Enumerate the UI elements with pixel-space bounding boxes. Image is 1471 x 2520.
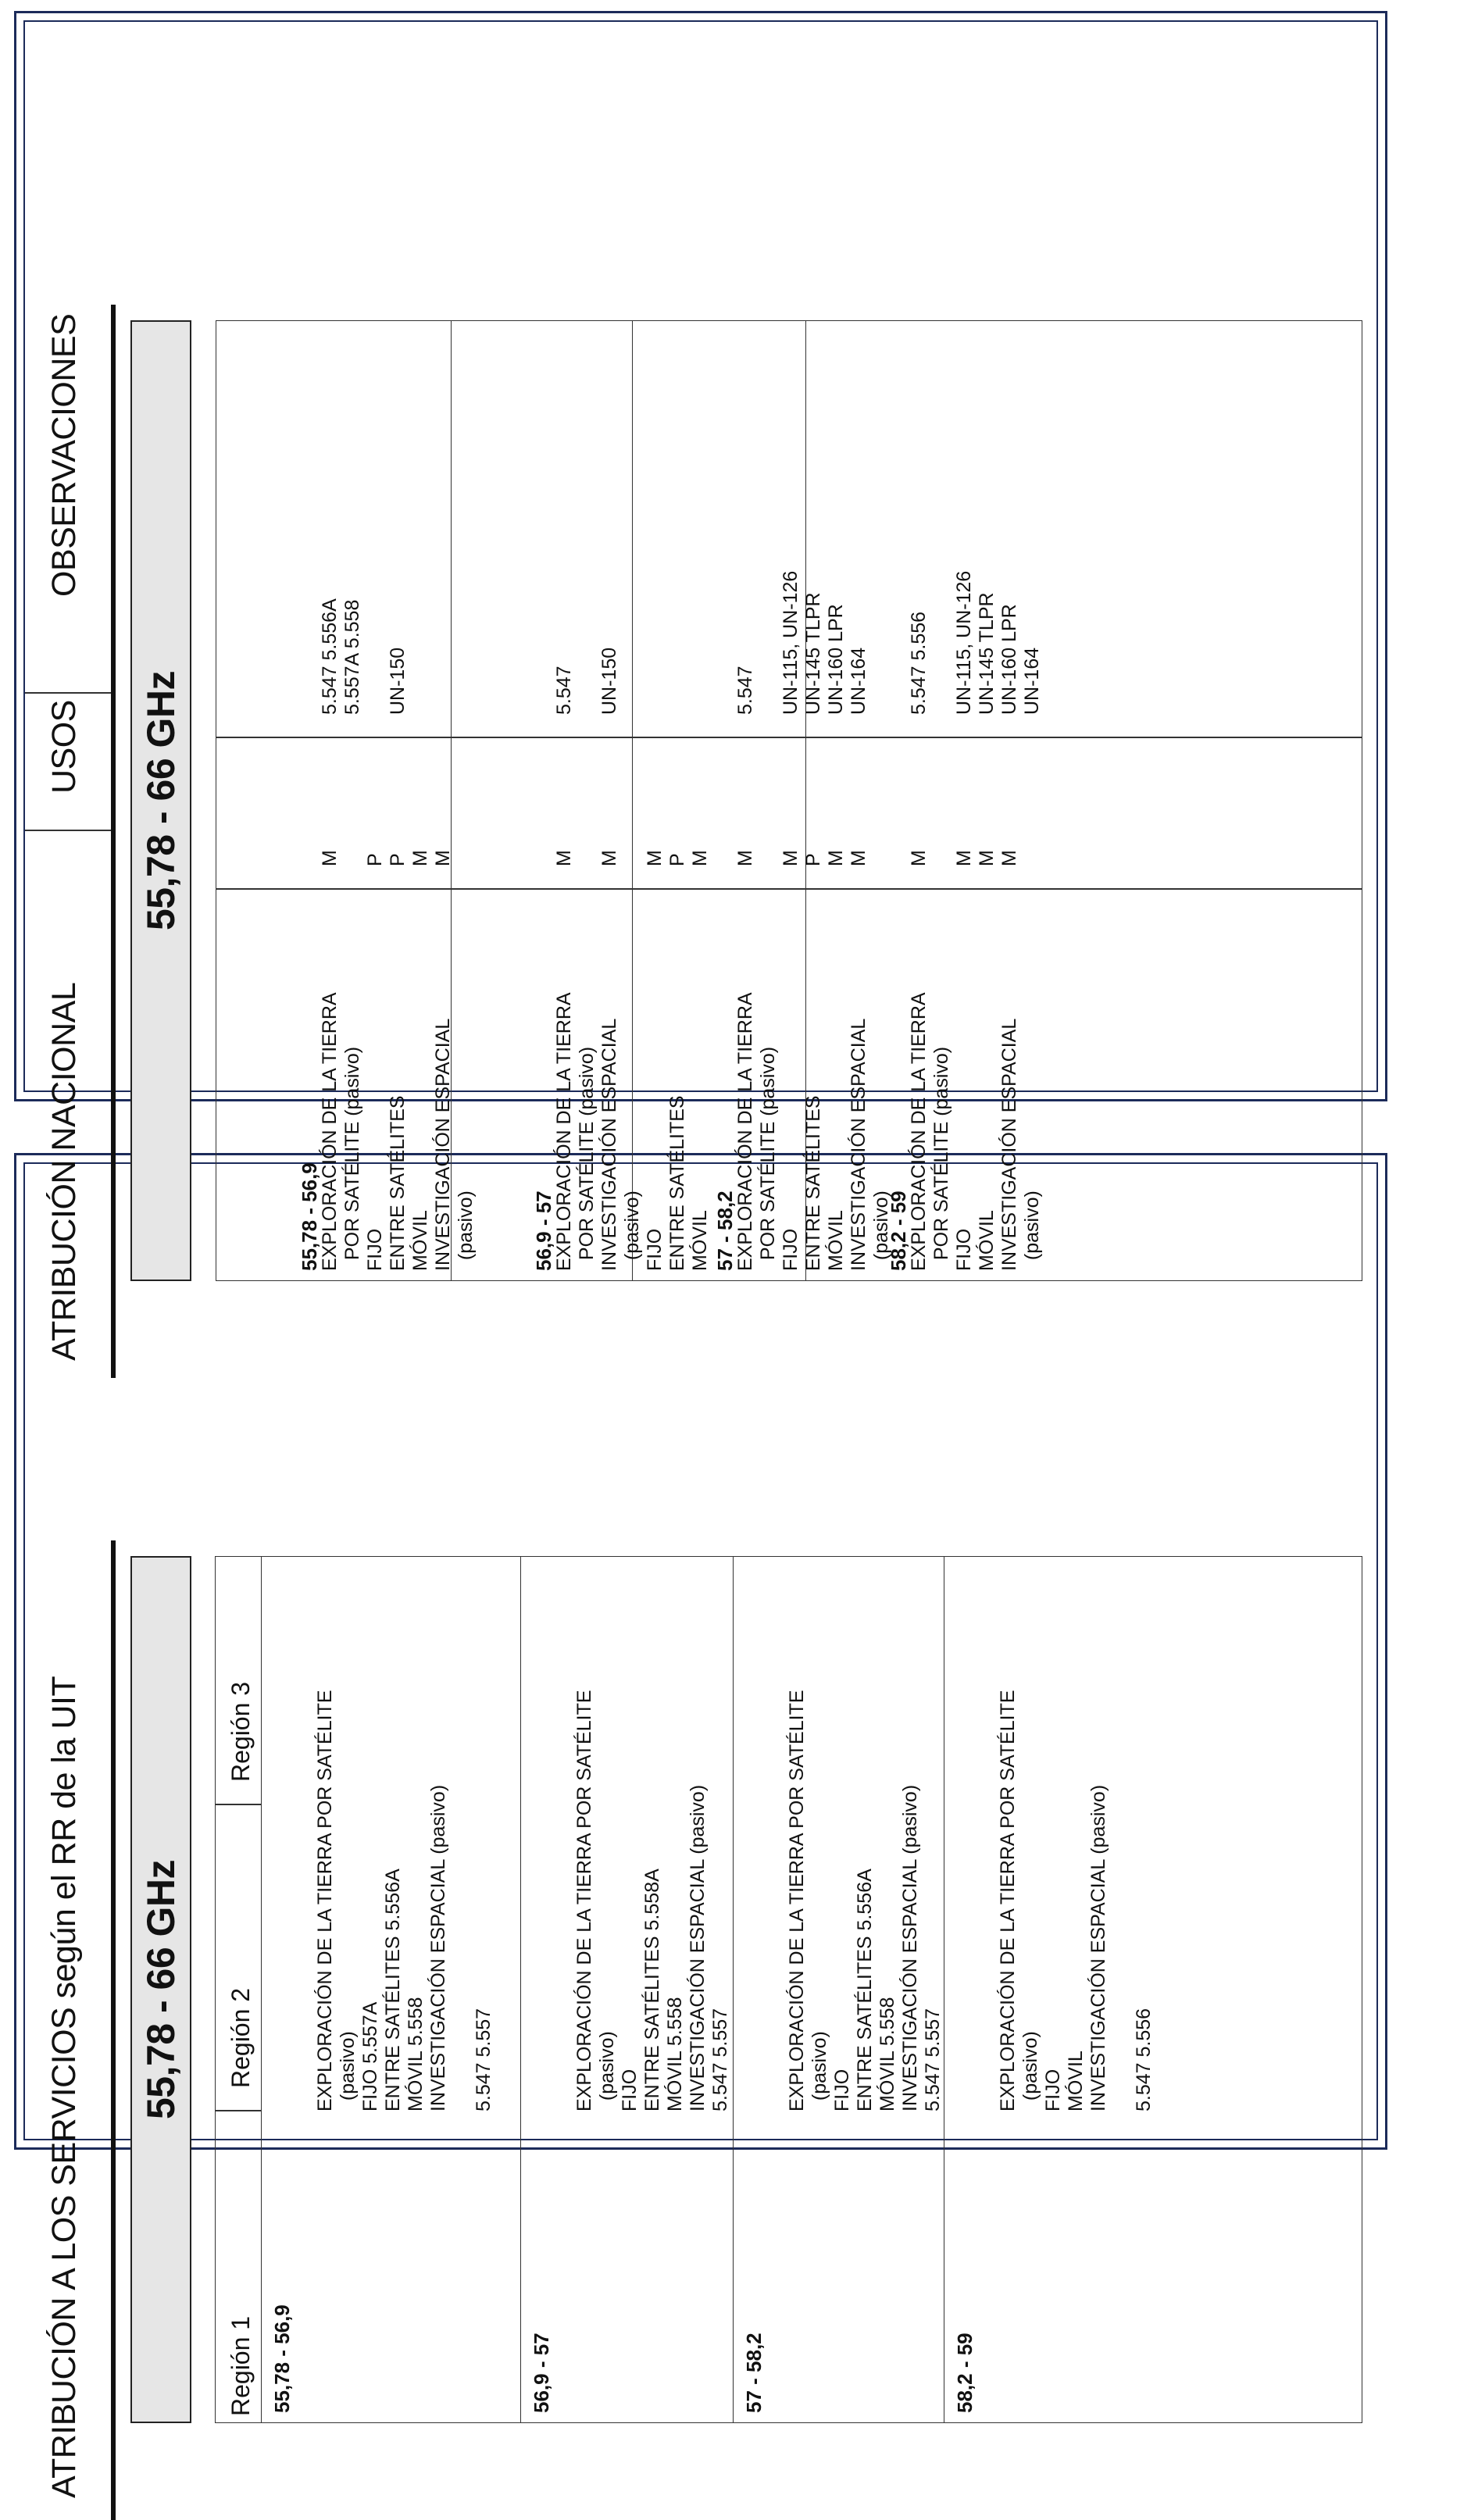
itu-service-line: FIJO — [619, 2068, 641, 2111]
national-service-line: (pasivo) — [455, 1190, 477, 1271]
itu-service-line: MÓVIL 5.558 — [664, 1997, 686, 2111]
national-service-line: ENTRE SATÉLITES — [387, 1095, 409, 1271]
observation-note: UN-115, UN-126 — [953, 570, 975, 715]
region-3-header: Región 3 — [227, 1681, 255, 1782]
use-code: M — [780, 850, 802, 866]
itu-service-line: (pasivo) — [809, 2031, 830, 2111]
observation-note: UN-145 TLPR — [802, 592, 824, 715]
national-service-line: POR SATÉLITE (pasivo) — [930, 1046, 952, 1271]
itu-service-line — [450, 1690, 473, 2111]
use-code — [341, 850, 364, 866]
itu-service-line: INVESTIGACIÓN ESPACIAL (pasivo) — [1087, 1784, 1109, 2111]
itu-service-line: EXPLORACIÓN DE LA TIERRA POR SATÉLITE — [786, 1690, 808, 2111]
observaciones-title: OBSERVACIONES — [45, 313, 83, 597]
national-band-row — [805, 321, 1043, 1280]
use-code: P — [387, 853, 409, 866]
national-title: ATRIBUCIÓN NACIONAL — [45, 982, 83, 1361]
use-code: M — [998, 850, 1020, 866]
itu-band-range: 58,2 - 59 — [953, 2333, 977, 2413]
national-service-line: MÓVIL — [976, 1210, 998, 1271]
header-divider — [216, 1804, 261, 1806]
itu-band-range: 57 - 58,2 — [742, 2333, 766, 2413]
itu-band-range: 55,78 - 56,9 — [270, 2304, 294, 2413]
national-observations-list — [908, 571, 1044, 715]
itu-band-row — [520, 1557, 734, 2422]
observation-note: 5.547 5.556 — [908, 611, 930, 715]
itu-title: ATRIBUCIÓN A LOS SERVICIOS según el RR de la UIT — [45, 1676, 83, 2498]
observation-note: UN-160 LPR — [998, 604, 1020, 715]
national-band-row — [451, 321, 711, 1280]
itu-service-line: ENTRE SATÉLITES 5.558A — [641, 1869, 663, 2111]
observation-note — [576, 648, 598, 715]
observation-note: UN-164 — [1021, 647, 1043, 715]
itu-service-line: INVESTIGACIÓN ESPACIAL (pasivo) — [427, 1784, 449, 2111]
observation-note — [930, 571, 953, 715]
itu-service-line: MÓVIL 5.558 — [405, 1997, 427, 2111]
header-divider — [216, 2111, 261, 2112]
national-service-line: EXPLORACIÓN DE LA TIERRA — [319, 992, 341, 1271]
itu-service-line: 5.547 5.557 — [709, 2008, 731, 2111]
itu-services-list — [997, 1690, 1155, 2111]
itu-service-line: (pasivo) — [596, 2031, 618, 2111]
national-band-row — [216, 321, 477, 1280]
itu-service-line: (pasivo) — [1019, 2031, 1041, 2111]
national-service-line: (pasivo) — [621, 1190, 643, 1271]
national-service-line: FIJO — [644, 1228, 666, 1271]
use-code: M — [432, 850, 454, 866]
national-service-line: ENTRE SATÉLITES — [666, 1095, 688, 1271]
observation-note: 5.547 5.556A — [319, 598, 341, 715]
national-band-title: 55,78 - 66 GHz — [130, 320, 191, 1281]
use-code: M — [644, 850, 666, 866]
itu-table — [215, 1556, 1362, 2423]
observation-note: 5.547 — [553, 666, 575, 715]
observation-note: UN-115, UN-126 — [780, 570, 802, 715]
national-service-line: INVESTIGACIÓN ESPACIAL — [848, 1018, 869, 1271]
national-allocation-panel — [14, 11, 1387, 1361]
itu-band-row — [261, 1557, 521, 2422]
use-code: P — [666, 853, 688, 866]
national-service-line: EXPLORACIÓN DE LA TIERRA — [553, 992, 575, 1271]
itu-band-row — [733, 1557, 944, 2422]
national-service-line: EXPLORACIÓN DE LA TIERRA — [908, 992, 930, 1271]
use-code: M — [976, 850, 998, 866]
use-code: M — [734, 850, 756, 866]
use-code — [930, 850, 953, 866]
national-service-line: POR SATÉLITE (pasivo) — [341, 1046, 363, 1271]
national-band-range: 55,78 - 56,9 — [298, 1162, 321, 1271]
national-service-line: (pasivo) — [1021, 1190, 1043, 1271]
observation-note: UN-164 — [848, 647, 869, 715]
observation-note: UN-160 LPR — [825, 604, 847, 715]
itu-band-range: 56,9 - 57 — [530, 2333, 553, 2413]
title-divider — [25, 693, 111, 694]
use-code: M — [825, 850, 847, 866]
national-service-line: FIJO — [780, 1228, 802, 1271]
itu-service-line: FIJO — [1042, 2068, 1064, 2111]
itu-service-line: INVESTIGACIÓN ESPACIAL (pasivo) — [899, 1784, 921, 2111]
use-code: M — [908, 850, 930, 866]
itu-service-line: MÓVIL — [1065, 2051, 1087, 2111]
itu-band-row — [944, 1557, 1183, 2422]
region-1-header: Región 1 — [227, 2315, 255, 2416]
use-code: M — [689, 850, 711, 866]
observation-note — [409, 598, 432, 715]
itu-band-title: 55,78 - 66 GHz — [130, 1556, 191, 2423]
itu-services-list — [314, 1690, 495, 2111]
national-service-line: MÓVIL — [409, 1210, 431, 1271]
national-service-line: INVESTIGACIÓN ESPACIAL — [598, 1018, 620, 1271]
itu-service-line: 5.547 5.556 — [1133, 2008, 1155, 2111]
use-code: M — [848, 850, 869, 866]
itu-service-line: 5.547 5.557 — [473, 2008, 494, 2111]
itu-service-line: EXPLORACIÓN DE LA TIERRA POR SATÉLITE — [314, 1690, 336, 2111]
national-service-line: ENTRE SATÉLITES — [802, 1095, 824, 1271]
itu-service-line: FIJO — [831, 2068, 853, 2111]
use-code: M — [409, 850, 431, 866]
itu-service-line — [1110, 1690, 1133, 2111]
title-divider — [25, 830, 111, 832]
use-code: M — [319, 850, 341, 866]
national-band-row — [632, 321, 892, 1280]
itu-service-line: FIJO 5.557A — [359, 2001, 381, 2111]
observation-note — [757, 571, 780, 715]
national-service-line: (pasivo) — [870, 1190, 892, 1271]
national-band-range: 56,9 - 57 — [532, 1190, 555, 1271]
itu-services-list — [573, 1690, 732, 2111]
observation-note: UN-150 — [598, 647, 620, 715]
observation-note: UN-145 TLPR — [976, 592, 998, 715]
national-service-line: POR SATÉLITE (pasivo) — [576, 1046, 598, 1271]
itu-service-line: ENTRE SATÉLITES 5.556A — [854, 1869, 876, 2111]
national-band-range: 57 - 58,2 — [713, 1190, 737, 1271]
use-code — [757, 850, 780, 866]
itu-service-line: ENTRE SATÉLITES 5.556A — [382, 1869, 404, 2111]
observation-note: UN-150 — [387, 647, 409, 715]
itu-service-line: (pasivo) — [337, 2031, 359, 2111]
observation-note: 5.557A 5.558 — [341, 599, 363, 715]
itu-service-line: INVESTIGACIÓN ESPACIAL (pasivo) — [687, 1784, 709, 2111]
itu-services-list — [786, 1690, 944, 2111]
use-code: M — [953, 850, 975, 866]
use-code: P — [802, 853, 824, 866]
observation-note: 5.547 — [734, 666, 756, 715]
national-band-range: 58,2 - 59 — [887, 1190, 910, 1271]
national-service-line: INVESTIGACIÓN ESPACIAL — [432, 1018, 454, 1271]
national-service-line: EXPLORACIÓN DE LA TIERRA — [734, 992, 756, 1271]
national-service-line: MÓVIL — [825, 1210, 847, 1271]
national-table — [216, 320, 1362, 1281]
national-service-line: FIJO — [364, 1228, 386, 1271]
use-code — [1021, 850, 1044, 866]
national-title-bar — [25, 305, 116, 1378]
use-code: P — [364, 853, 386, 866]
itu-service-line: MÓVIL 5.558 — [877, 1997, 898, 2111]
itu-service-line: EXPLORACIÓN DE LA TIERRA POR SATÉLITE — [573, 1690, 595, 2111]
national-service-line: MÓVIL — [689, 1210, 711, 1271]
national-uses-list — [908, 850, 1044, 866]
itu-title-bar — [25, 1540, 116, 2520]
use-code: M — [598, 850, 620, 866]
national-services-list — [908, 992, 1044, 1271]
itu-service-line: EXPLORACIÓN DE LA TIERRA POR SATÉLITE — [997, 1690, 1019, 2111]
use-code: M — [553, 850, 575, 866]
itu-service-line: 5.547 5.557 — [922, 2008, 944, 2111]
national-service-line: FIJO — [953, 1228, 975, 1271]
itu-table-header — [216, 1557, 262, 2422]
national-service-line: POR SATÉLITE (pasivo) — [757, 1046, 779, 1271]
usos-title: USOS — [45, 700, 83, 794]
observation-note — [364, 598, 387, 715]
use-code — [576, 850, 598, 866]
region-2-header: Región 2 — [227, 1987, 255, 2088]
national-service-line: INVESTIGACIÓN ESPACIAL — [998, 1018, 1020, 1271]
